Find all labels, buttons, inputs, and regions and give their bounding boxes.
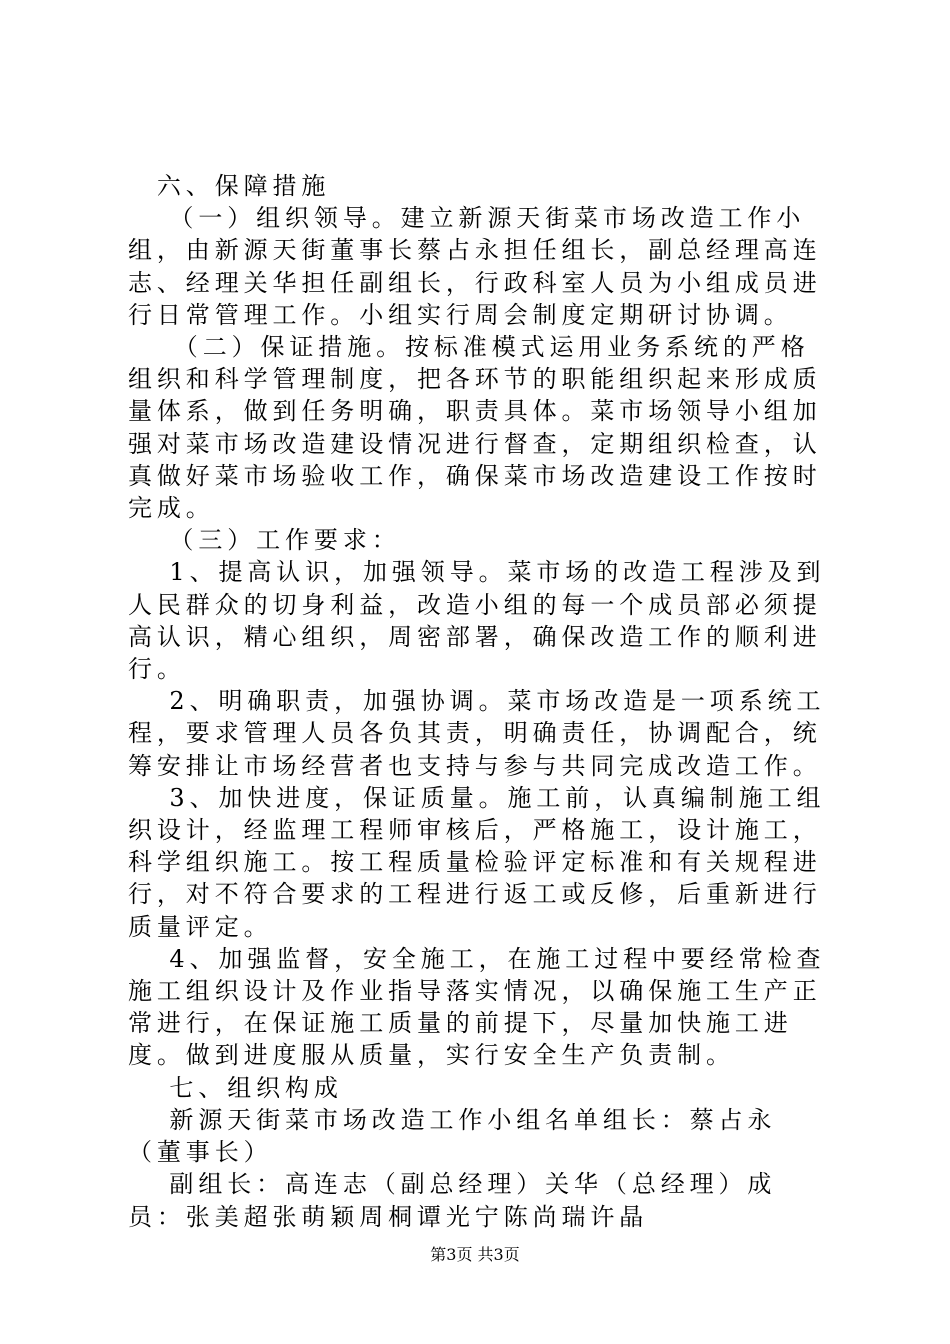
paragraph-team-leader: 新源天街菜市场改造工作小组名单组长：蔡占永（董事长） bbox=[128, 1105, 777, 1167]
paragraph-requirement-4: 4、加强监督，安全施工，在施工过程中要经常检查施工组织设计及作业指导落实情况，以确保施工生产正常进行，在保证施工质量的前提下，尽量加快施工进度。做到进度服从质量，实行安全生产负责制。 bbox=[128, 944, 826, 1070]
page-number-footer: 第3页 共3页 bbox=[430, 1245, 520, 1264]
section-heading-safeguards: 六、保障措施 bbox=[128, 172, 331, 200]
paragraph-guarantee-measures: （二）保证措施。按标准模式运用业务系统的严格组织和科学管理制度，把各环节的职能组织起来形成质量体系，做到任务明确，职责具体。菜市场领导小组加强对菜市场改造建设情况进行督查，定期组织检查，认真做好菜市场验收工作，确保菜市场改造建设工作按时完成。 bbox=[128, 333, 822, 523]
paragraph-organization-leadership: （一）组织领导。建立新源天街菜市场改造工作小组，由新源天街董事长蔡占永担任组长，副总经理高连志、经理关华担任副组长，行政科室人员为小组成员进行日常管理工作。小组实行周会制度定期研讨协调。 bbox=[128, 204, 822, 329]
paragraph-requirement-3: 3、加快进度，保证质量。施工前，认真编制施工组织设计，经监理工程师审核后，严格施工，设计施工，科学组织施工。按工程质量检验评定标准和有关规程进行，对不符合要求的工程进行返工或反修，后重新进行质量评定。 bbox=[128, 783, 826, 941]
paragraph-team-members: 副组长：高连志（副总经理）关华（总经理）成员：张美超张萌颖周桐谭光宁陈尚瑞许晶 bbox=[128, 1170, 777, 1231]
subheading-work-requirements: （三）工作要求： bbox=[128, 526, 401, 555]
paragraph-requirement-2: 2、明确职责，加强协调。菜市场改造是一项系统工程，要求管理人员各负其责，明确责任，协调配合，统筹安排让市场经营者也支持与参与共同完成改造工作。 bbox=[128, 687, 826, 780]
paragraph-requirement-1: 1、提高认识，加强领导。菜市场的改造工程涉及到人民群众的切身利益，改造小组的每一个成员部必须提高认识，精心组织，周密部署，确保改造工作的顺利进行。 bbox=[128, 558, 826, 684]
document-body bbox=[128, 170, 828, 1233]
section-heading-organization: 七、组织构成 bbox=[128, 1073, 343, 1102]
